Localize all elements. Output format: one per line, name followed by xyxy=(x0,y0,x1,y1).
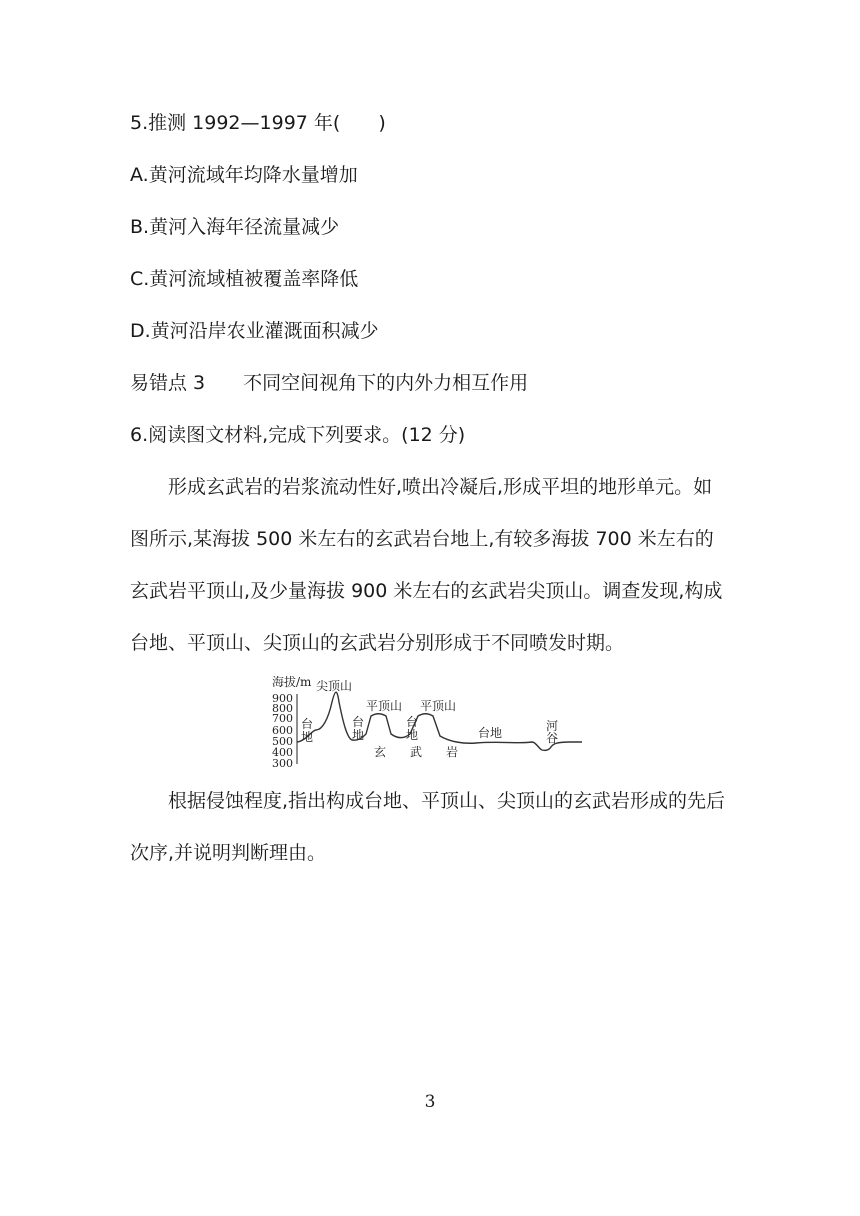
label-flat-top-2: 平顶山 xyxy=(420,699,457,713)
label-valley-b: 谷 xyxy=(546,731,559,745)
option-a: A.黄河流域年均降水量增加 xyxy=(130,164,358,186)
option-b: B.黄河入海年径流量减少 xyxy=(130,216,340,238)
y-tick-400: 400 xyxy=(272,746,293,759)
y-axis-label: 海拔/m xyxy=(272,675,312,689)
page-number: 3 xyxy=(424,1092,436,1112)
label-rock-1: 玄 xyxy=(374,745,387,759)
y-tick-300: 300 xyxy=(272,757,293,768)
terrain-profile-figure xyxy=(270,672,590,768)
label-valley-a: 河 xyxy=(546,719,559,733)
option-d: D.黄河沿岸农业灌溉面积减少 xyxy=(130,320,379,342)
question-paragraph: 根据侵蚀程度,指出构成台地、平顶山、尖顶山的玄武岩形成的先后次序,并说明判断理由。 xyxy=(130,790,726,864)
section-title: 不同空间视角下的内外力相互作用 xyxy=(243,372,529,394)
y-tick-500: 500 xyxy=(272,735,293,748)
section-heading xyxy=(130,370,528,396)
option-c: C.黄河流域植被覆盖率降低 xyxy=(130,268,359,290)
label-plateau-3-b: 地 xyxy=(406,728,419,742)
y-tick-900: 900 xyxy=(272,692,293,705)
y-tick-600: 600 xyxy=(272,724,293,737)
question-6-stem: 6.阅读图文材料,完成下列要求。(12 分) xyxy=(130,424,466,446)
label-plateau-1-a: 台 xyxy=(301,717,314,731)
y-tick-700: 700 xyxy=(272,712,293,725)
label-plateau-2-a: 台 xyxy=(352,715,365,729)
label-plateau-3-a: 台 xyxy=(406,715,419,729)
label-plateau-1-b: 地 xyxy=(301,730,314,744)
label-rock-2: 武 xyxy=(410,745,423,759)
label-peak: 尖顶山 xyxy=(316,679,353,693)
material-paragraph: 形成玄武岩的岩浆流动性好,喷出冷凝后,形成平坦的地形单元。如图所示,某海拔 500 米左右的玄武岩台地上,有较多海拔 700 米左右的玄武岩平顶山,及少量海拔 900 米左右的玄武岩尖顶山。调查发现,构成台地、平顶山、尖顶山的玄武岩分别形成于不同喷发时期。 xyxy=(130,476,723,654)
label-flat-top-1: 平顶山 xyxy=(366,699,403,713)
y-tick-800: 800 xyxy=(272,702,293,715)
question-5-stem: 5.推测 1992—1997 年( ) xyxy=(130,112,386,134)
section-label: 易错点 3 xyxy=(130,372,206,394)
label-plateau-2-b: 地 xyxy=(352,728,365,742)
label-rock-3: 岩 xyxy=(446,745,459,759)
terrain-profile-svg xyxy=(270,672,590,768)
label-plateau-4: 台地 xyxy=(478,726,503,740)
